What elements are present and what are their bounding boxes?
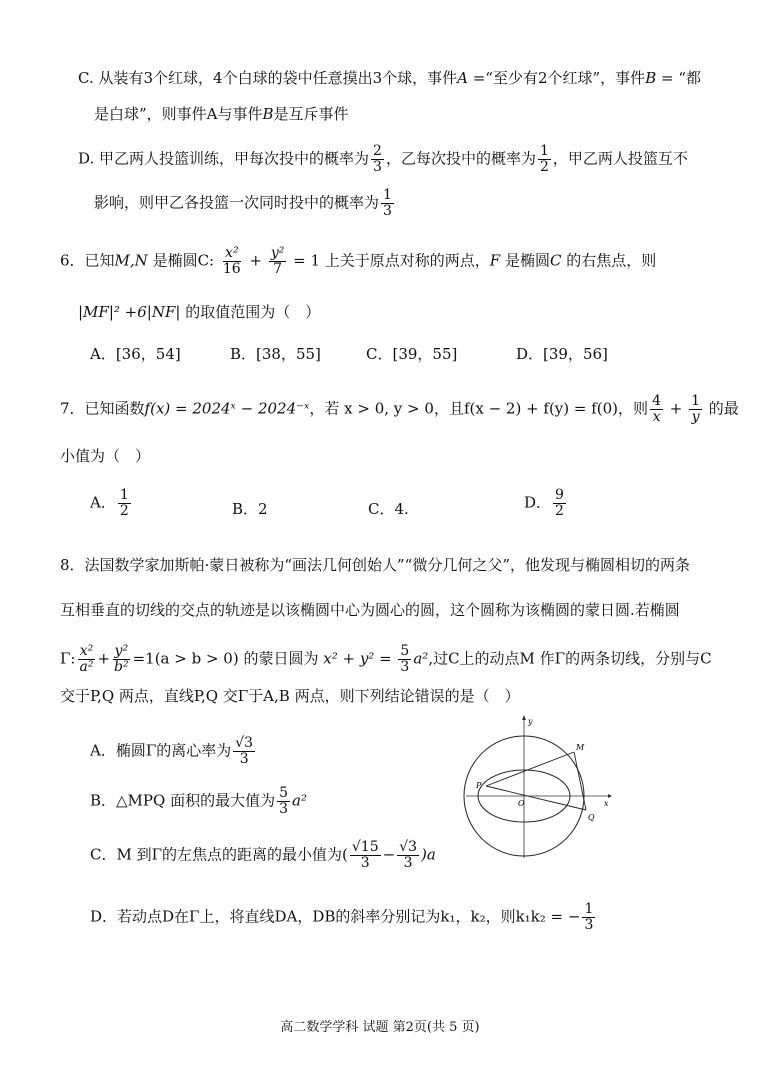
q6-stem-line2: |MF|² +6|NF| 的取值范围为（ ） — [78, 303, 321, 321]
q5-option-c-line1: C. 从装有3个红球，4个白球的袋中任意摸出3个球，事件A =“至少有2个红球”，事件B = “都 — [78, 69, 701, 87]
monge-circle-figure — [462, 712, 618, 862]
q8-stem-line2: 互相垂直的切线的交点的轨迹是以该椭圆中心为圆心的圆，这个圆称为该椭圆的蒙日圆.若椭圆 — [60, 601, 680, 619]
q7-option-a: A． $\frac{1}{2}$ — [90, 487, 129, 519]
q8-stem-line4: 交于P,Q 两点，直线P,Q 交Γ于A,B 两点，则下列结论错误的是（ ） — [60, 687, 520, 705]
x-axis-label: x — [604, 799, 609, 808]
q7-option-d: D． $\frac{9}{2}$ — [524, 487, 564, 519]
q5-option-d-line2: 影响，则甲乙各投篮一次同时投中的概率为 $\frac{1}{3}$ — [94, 187, 392, 219]
q5-option-c-line2: 是白球”，则事件A与事件B是互斥事件 — [94, 105, 349, 123]
point-m-label: M — [576, 743, 585, 752]
y-axis-arrow — [522, 715, 526, 720]
tangent-line-mq — [574, 752, 586, 810]
origin-label: O — [518, 799, 525, 808]
q6-option-b: B．[38，55] — [230, 345, 321, 363]
q8-stem-line1: 8．法国数学家加斯帕·蒙日被称为“画法几何创始人”“微分几何之父”，他发现与椭圆相切的两条 — [60, 556, 690, 574]
q6-option-c: C．[39，55] — [366, 345, 458, 363]
q8-option-a: A．椭圆Γ的离心率为 $\frac{√3}{3}$ — [90, 735, 254, 767]
q8-option-c: C．M 到Γ的左焦点的距离的最小值为( $\frac{√15}{3}$ − $\frac{√3}{3}$ )a — [90, 839, 436, 871]
point-q-label: Q — [588, 813, 595, 822]
q7-option-b: B．2 — [232, 500, 268, 518]
q6-option-a: A．[36，54] — [90, 345, 181, 363]
q8-option-b: B．△MPQ 面积的最大值为 $\frac{5}{3}$ a² — [90, 785, 307, 817]
q7-option-c: C．4. — [368, 500, 409, 518]
y-axis-label: y — [528, 717, 533, 726]
q6-option-d: D．[39，56] — [516, 345, 608, 363]
q5-option-d-line1: D. 甲乙两人投篮训练，甲每次投中的概率为 $\frac{2}{3}$ ，乙每次投中的概率为 $\frac{1}{2}$ ，甲乙两人投篮互不 — [78, 143, 688, 175]
q7-stem-line2: 小值为（ ） — [60, 447, 151, 465]
page-footer: 高二数学学科 试题 第2页(共 5 页) — [280, 1020, 480, 1035]
x-axis-arrow — [608, 794, 612, 798]
q8-option-d: D．若动点D在Γ上，将直线DA，DB的斜率分别记为k₁，k₂，则k₁k₂ = − $\frac{1}{3}$ — [90, 901, 594, 933]
q8-stem-line3: Γ: $\frac{\text{x²}}{\text{a²}}$ + $\frac{\text{y²}}{\text{b²}}$ =1(a > b > 0) 的蒙日圆为 x² + y² = $\frac{5}{3}$ a²,过C上的动点M 作Γ的两条切线，分别与C — [60, 643, 712, 675]
q7-stem-line1: 7．已知函数f(x) = 2024ˣ − 2024⁻ˣ，若 x > 0, y > 0，且f(x − 2) + f(y) = f(0)，则 $\frac{4}{x}$ + $\frac{1}{y}$ 的最 — [60, 393, 739, 425]
q6-stem-line1: 6．已知M,N 是椭圆C: $\frac{\text{x²}}{16}$ + $\frac{\text{y²}}{7}$ = 1 上关于原点对称的两点，F 是椭圆C 的右焦点，则 — [60, 245, 657, 277]
chord-pq — [486, 786, 586, 810]
point-p-label: P — [476, 781, 482, 790]
